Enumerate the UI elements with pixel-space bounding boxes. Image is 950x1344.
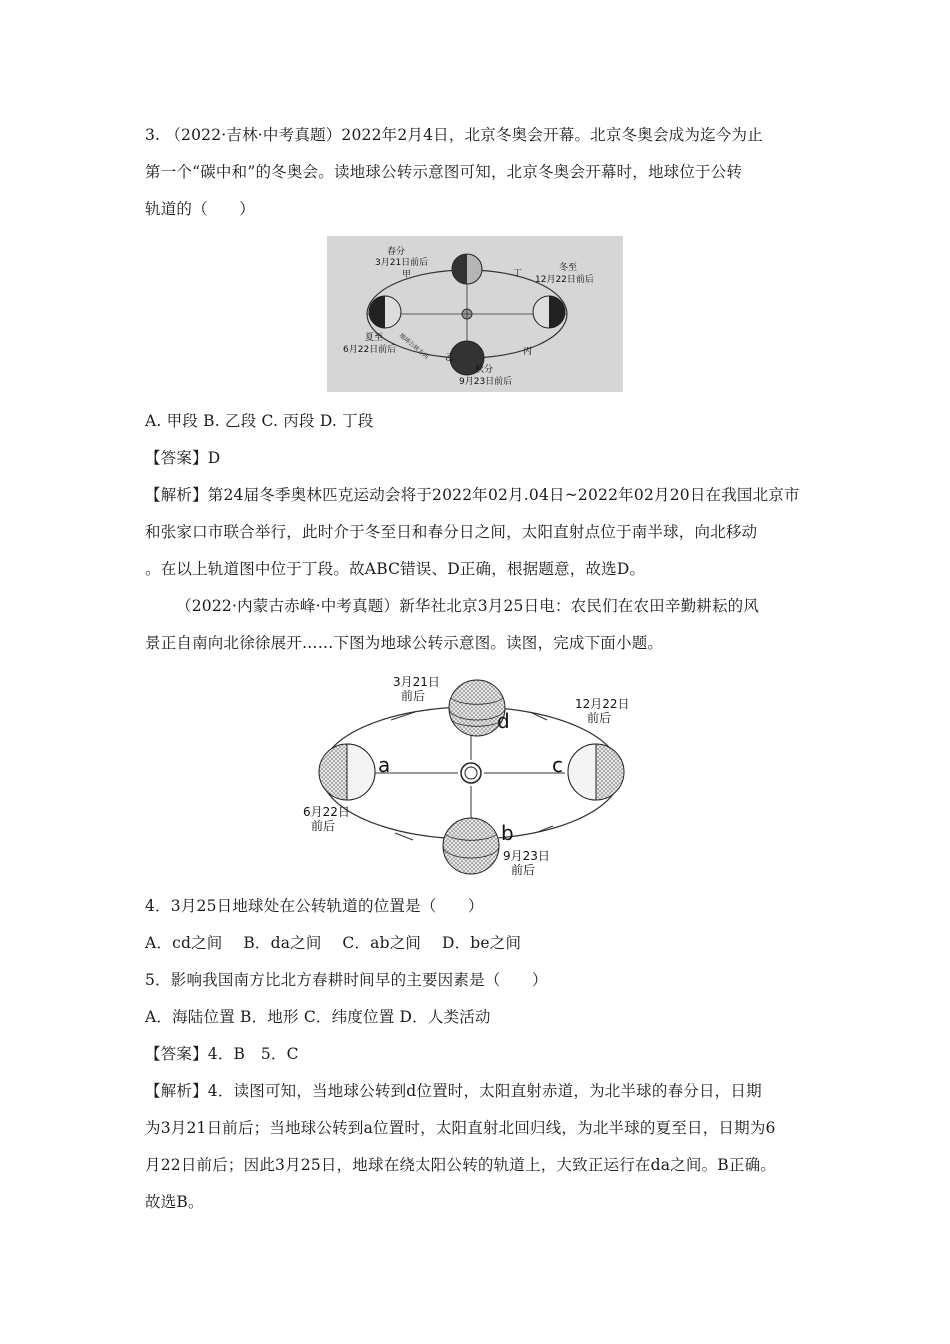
q3-answer: 【答案】D [145,449,221,467]
fig1-summer-label: 夏至 [365,333,384,343]
fig2-label-c: c [552,753,563,777]
earth-orbit-figure-1 [327,236,623,392]
fig2-label-a: a [378,753,391,777]
intro-line1: （2022·内蒙古赤峰·中考真题）新华社北京3月25日电：农民们在农田辛勤耕耘的风 [176,597,760,615]
fig1-seg-ding: 丁 [513,269,523,279]
q3-stem-line3: 轨道的（ ） [145,200,255,218]
fig1-summer-date: 6月22日前后 [343,345,397,355]
q3-stem-line1: 3. （2022·吉林·中考真题）2022年2月4日，北京冬奥会开幕。北京冬奥会成为迄今为止 [145,126,763,144]
intro-line2: 景正自南向北徐徐展开……下图为地球公转示意图。读图，完成下面小题。 [145,634,664,652]
fig1-autumn-label: 秋分 [475,365,494,375]
fig2-c-date1: 12月22日 [575,697,630,711]
analysis4-line2: 为3月21日前后；当地球公转到a位置时，太阳直射北回归线，为北半球的夏至日，日期为6 [145,1119,776,1137]
fig2-d-date2: 前后 [401,689,426,703]
q3-analysis-line1: 【解析】第24届冬季奥林匹克运动会将于2022年02月.04日~2022年02月20日在我国北京市 [145,486,800,504]
fig1-seg-jia: 甲 [402,270,412,280]
fig1-winter-label: 冬至 [559,263,578,273]
q4-options: A．cd之间 B．da之间 C．ab之间 D．be之间 [145,934,522,952]
fig2-d-date1: 3月21日 [393,675,440,689]
fig1-seg-yi: 乙 [445,353,455,363]
fig1-seg-bing: 丙 [523,347,533,357]
fig1-spring-label: 春分 [387,247,406,257]
fig2-label-b: b [501,821,514,845]
fig2-a-date2: 前后 [311,819,336,833]
fig2-b-date2: 前后 [511,863,536,877]
analysis4-line4: 故选B。 [145,1193,204,1211]
fig1-spring-date: 3月21日前后 [375,258,429,268]
q3-stem-line2: 第一个“碳中和”的冬奥会。读地球公转示意图可知，北京冬奥会开幕时，地球位于公转 [145,163,743,181]
analysis4-line3: 月22日前后；因此3月25日，地球在绕太阳公转的轨道上，大致正运行在da之间。B正确。 [145,1156,776,1174]
q3-analysis-line3: 。在以上轨道图中位于丁段。故ABC错误、D正确，根据题意，故选D。 [145,560,646,578]
fig1-arrow-text: 地球公转方向 [397,332,430,361]
fig2-c-date2: 前后 [587,711,612,725]
fig1-autumn-date: 9月23日前后 [459,377,513,387]
fig2-a-date1: 6月22日 [303,805,350,819]
fig2-b-date1: 9月23日 [503,849,550,863]
q3-analysis-line2: 和张家口市联合举行，此时介于冬至日和春分日之间，太阳直射点位于南半球，向北移动 [145,523,758,541]
fig1-winter-date: 12月22日前后 [535,275,594,285]
q3-options: A. 甲段 B. 乙段 C. 丙段 D. 丁段 [145,412,374,430]
analysis4-line1: 【解析】4．读图可知，当地球公转到d位置时，太阳直射赤道，为北半球的春分日，日期 [145,1082,762,1100]
q5-stem: 5．影响我国南方比北方春耕时间早的主要因素是（ ） [145,971,548,989]
answer-4-5: 【答案】4．B 5．C [145,1045,299,1063]
fig2-label-d: d [497,709,510,733]
q5-options: A．海陆位置 B．地形 C．纬度位置 D．人类活动 [145,1008,491,1026]
q4-stem: 4．3月25日地球处在公转轨道的位置是（ ） [145,897,484,915]
earth-orbit-figure-2 [285,668,662,880]
